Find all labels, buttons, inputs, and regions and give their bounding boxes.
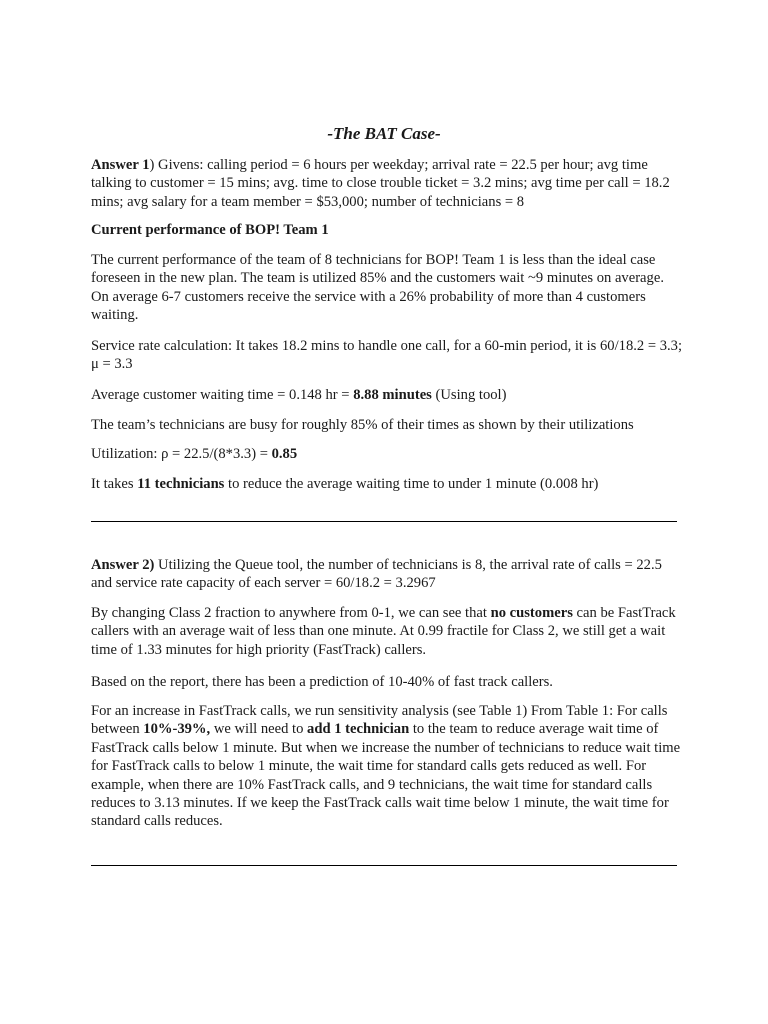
answer2-intro-text: Utilizing the Queue tool, the number of technicians is 8, the arrival rate of calls = 22.5 and service rate capacity of each server = 60/18.2 = 3.2967 [91, 557, 662, 592]
answer1-label: Answer 1 [91, 157, 150, 173]
service-rate-paragraph: Service rate calculation: It takes 18.2 mins to handle one call, for a 60-min period, it is 60/18.2 = 3.3; μ = 3.3 [91, 338, 683, 373]
bottom-divider [91, 865, 677, 866]
add-technician-emphasis: add 1 technician [307, 721, 410, 738]
sensitivity-text-1: For an increase in FastTrack calls, we run sensitivity analysis (see Table 1) From Table 1: For calls between [91, 703, 668, 738]
section-divider [91, 521, 677, 522]
current-performance-heading: Current performance of BOP! Team 1 [91, 222, 329, 238]
sensitivity-paragraph [91, 702, 683, 831]
class-text-post: can be FastTrack callers with an average wait of less than one minute. At 0.99 fractile for Class 2, we still get a wait time of 1.33 minutes for high priority (FastTrack) callers. [91, 605, 676, 658]
waiting-text-pre: Average customer waiting time = 0.148 hr = [91, 387, 354, 403]
technicians-value: 11 technicians [137, 476, 225, 492]
waiting-text-post: (Using tool) [431, 387, 507, 403]
sensitivity-range: 10%-39%, [143, 721, 211, 738]
utilization-paragraph [91, 445, 683, 463]
utilization-text: Utilization: ρ = 22.5/(8*3.3) = [91, 446, 272, 462]
waiting-value: 8.88 minutes [353, 387, 432, 403]
class-text-pre: By changing Class 2 fraction to anywhere from 0-1, we can see that [91, 605, 491, 621]
class-fraction-paragraph [91, 604, 683, 659]
document-title: -The BAT Case- [327, 124, 441, 143]
no-customers-emphasis: no customers [490, 605, 573, 621]
busy-paragraph: The team’s technicians are busy for roughly 85% of their times as shown by their utilizations [91, 417, 634, 433]
performance-paragraph: The current performance of the team of 8 technicians for BOP! Team 1 is less than the ideal case foreseen in the new plan. The team is utilized 85% and the customers wait ~9 minutes on average. On average 6-7 customers receive the service with a 26% probability of more than 4 customers waiting. [91, 252, 664, 324]
technicians-paragraph [91, 475, 683, 493]
sensitivity-text-2: we will need to [210, 721, 308, 738]
givens-text: ) Givens: calling period = 6 hours per weekday; arrival rate = 22.5 per hour; avg time talking to customer = 15 mins; avg. time to close trouble ticket = 3.2 mins; avg time per call = 18.2 mins; avg salary for a team member = $53,000; number of technicians = 8 [91, 157, 670, 210]
utilization-value: 0.85 [271, 446, 298, 462]
answer2-intro [91, 556, 683, 593]
section-heading [91, 221, 683, 239]
sensitivity-text-3: to the team to reduce average wait time of FastTrack calls below 1 minute. But when we increase the number of technicians to reduce wait time for FastTrack calls to below 1 minute, the wait time for standard calls gets reduced as well. For example, when there are 10% FastTrack calls, and 9 technicians, the wait time for standard calls reduces to 3.13 minutes. If we keep the FastTrack calls wait time below 1 minute, the wait time for standard calls reduces. [91, 721, 681, 830]
waiting-time-paragraph [91, 386, 683, 404]
technicians-text-pre: It takes [91, 476, 138, 492]
answer2-label: Answer 2) [91, 557, 155, 573]
technicians-text-post: to reduce the average waiting time to under 1 minute (0.008 hr) [224, 476, 599, 492]
answer1-givens [91, 156, 683, 211]
report-paragraph: Based on the report, there has been a prediction of 10-40% of fast track callers. [91, 674, 553, 690]
